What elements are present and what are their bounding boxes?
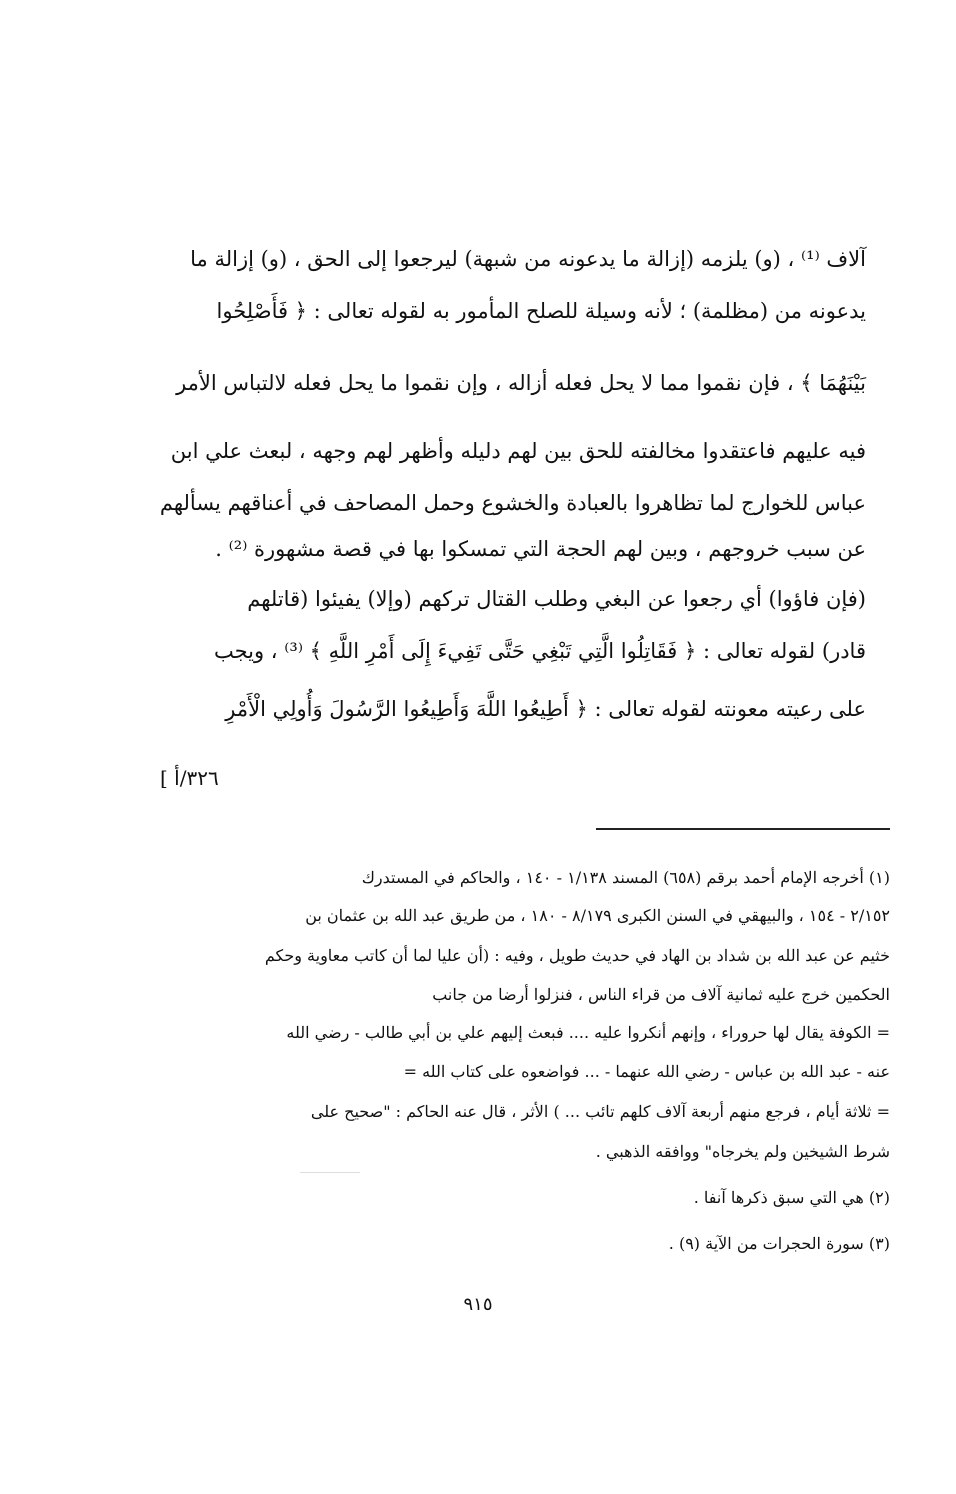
footnote-line: (١) أخرجه الإمام أحمد برقم (٦٥٨) المسند ١/١٣٨ - ١٤٠ ، والحاكم في المستدرك bbox=[361, 868, 890, 887]
scan-artifact bbox=[300, 1172, 360, 1173]
footnote-line: = ثلاثة أيام ، فرجع منهم أربعة آلاف كلهم تائب ... ) الأثر ، قال عنه الحاكم : "صحيح على bbox=[310, 1102, 890, 1121]
main-text-line: قادر) لقوله تعالى : ﴿ فَقَاتِلُوا الَّتِي تَبْغِي حَتَّى تَفِيءَ إِلَى أَمْرِ اللَّهِ ﴾ ⁽³⁾ ، ويجب bbox=[213, 639, 866, 663]
page-number: ٩١٥ bbox=[463, 1294, 493, 1315]
main-text-line: آلاف ⁽¹⁾ ، (و) يلزمه (إزالة ما يدعونه من شبهة) ليرجعوا إلى الحق ، (و) إزالة ما bbox=[190, 247, 866, 271]
footnote-line: خثيم عن عبد الله بن شداد بن الهاد في حديث طويل ، وفيه : (أن عليا لما أن كاتب معاوية وحكم bbox=[264, 946, 890, 965]
footnote-line: شرط الشيخين ولم يخرجاه" ووافقه الذهبي . bbox=[595, 1142, 890, 1161]
footnote-line: (٢) هي التي سبق ذكرها آنفا . bbox=[693, 1188, 890, 1207]
footnote-separator bbox=[596, 828, 890, 830]
folio-marker: [ ٣٢٦/أ bbox=[160, 766, 219, 790]
main-text-line: بَيْنَهُمَا ﴾ ، فإن نقموا مما لا يحل فعله أزاله ، وإن نقموا ما يحل فعله لالتباس الأمر bbox=[176, 371, 866, 395]
footnote-line: = الكوفة يقال لها حروراء ، وإنهم أنكروا عليه .... فبعث إليهم علي بن أبي طالب - رضي الله bbox=[286, 1023, 890, 1042]
footnote-line: (٣) سورة الحجرات من الآية (٩) . bbox=[668, 1234, 890, 1253]
footnote-line: الحكمين خرج عليه ثمانية آلاف من قراء الناس ، فنزلوا أرضا من جانب bbox=[432, 985, 890, 1004]
main-text-line: على رعيته معونته لقوله تعالى : ﴿ أَطِيعُوا اللَّهَ وَأَطِيعُوا الرَّسُولَ وَأُولِي الْأَمْرِ bbox=[225, 697, 866, 721]
footnote-line: عنه - عبد الله بن عباس - رضي الله عنهما - ... فواضعوه على كتاب الله = bbox=[403, 1062, 890, 1081]
footnote-line: ٢/١٥٢ - ١٥٤ ، والبيهقي في السنن الكبرى ٨/١٧٩ - ١٨٠ ، من طريق عبد الله بن عثمان بن bbox=[305, 906, 890, 925]
main-text-line: فيه عليهم فاعتقدوا مخالفته للحق بين لهم دليله وأظهر لهم وجهه ، لبعث علي ابن bbox=[170, 439, 866, 463]
main-text-line: عن سبب خروجهم ، وبين لهم الحجة التي تمسكوا بها في قصة مشهورة ⁽²⁾ . bbox=[215, 537, 866, 561]
main-text-line: يدعونه من (مظلمة) ؛ لأنه وسيلة للصلح المأمور به لقوله تعالى : ﴿ فَأَصْلِحُوا bbox=[216, 299, 866, 323]
main-text-line: عباس للخوارج لما تظاهروا بالعبادة والخشوع وحمل المصاحف في أعناقهم يسألهم bbox=[159, 491, 866, 515]
main-text-line: (فإن فاؤوا) أي رجعوا عن البغي وطلب القتال تركهم (وإلا) يفيئوا (قاتلهم bbox=[247, 587, 866, 611]
